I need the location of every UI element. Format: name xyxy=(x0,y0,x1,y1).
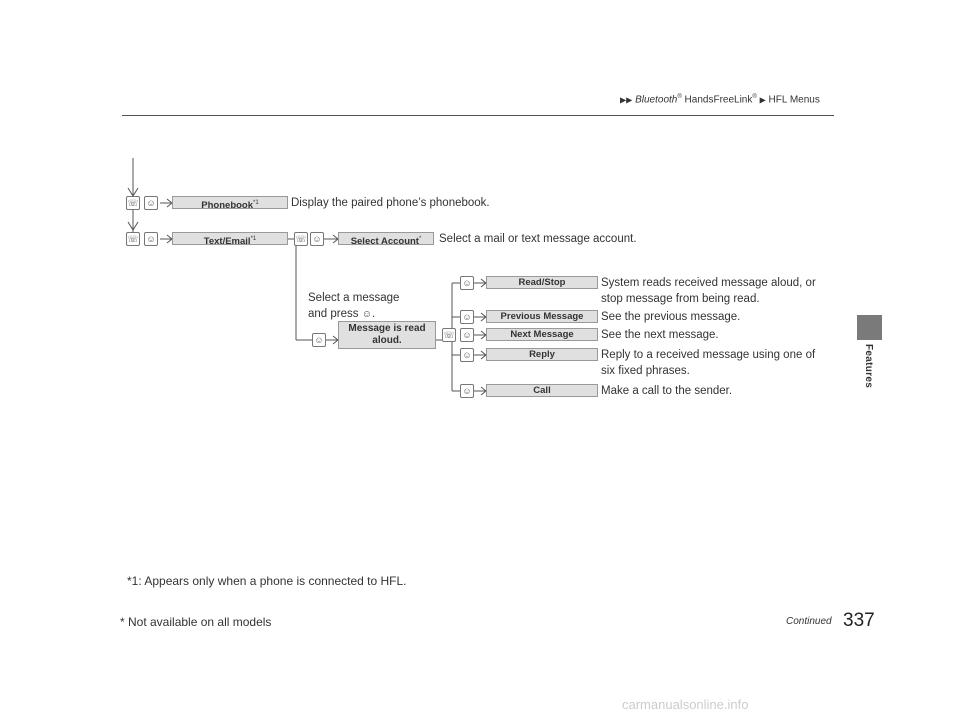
talk-button-icon: ☏ xyxy=(443,330,455,340)
read-stop-button[interactable]: Read/Stop xyxy=(486,276,598,289)
watermark: carmanualsonline.info xyxy=(622,697,749,712)
breadcrumb-bluetooth: Bluetooth xyxy=(635,94,678,106)
select-message-instruction: Select a message and press ☺. xyxy=(308,292,400,320)
voice-command-icon: ☺ xyxy=(460,384,474,398)
voice-command-icon: ☺ xyxy=(460,276,474,290)
talk-button-icon: ☏ xyxy=(295,234,307,244)
next-message-description: See the next message. xyxy=(601,329,719,341)
call-button[interactable]: Call xyxy=(486,384,598,397)
reply-button[interactable]: Reply xyxy=(486,348,598,361)
side-tab: Features xyxy=(863,344,874,389)
read-stop-description: System reads received message aloud, or stop message from being read. xyxy=(601,277,816,305)
talk-button-icon: ☏ xyxy=(127,234,139,244)
voice-command-icon: ☺ xyxy=(312,333,326,347)
voice-command-icon: ☺ xyxy=(460,328,474,342)
previous-message-description: See the previous message. xyxy=(601,311,741,323)
voice-command-icon: ☺ xyxy=(310,232,324,246)
text-email-button[interactable]: Text/Email$^{*1}$ xyxy=(172,232,288,245)
voice-command-icon: ☺ xyxy=(144,232,158,246)
breadcrumb-hfl: HandsFreeLink xyxy=(681,94,753,106)
breadcrumb-hfl-menus: HFL Menus xyxy=(768,94,820,106)
page-number: 337 xyxy=(843,610,875,631)
footnote-not-available: * Not available on all models xyxy=(120,615,272,629)
phonebook-description: Display the paired phone’s phonebook. xyxy=(291,197,490,209)
voice-command-icon: ☺ xyxy=(460,310,474,324)
breadcrumb-arrow-icon: ▶▶ xyxy=(620,95,633,105)
breadcrumb: ▶▶ Bluetooth® HandsFreeLink® ▶ HFL Menus xyxy=(620,94,820,106)
voice-command-icon: ☺ xyxy=(144,196,158,210)
reply-description: Reply to a received message using one of six fixed phrases. xyxy=(601,349,816,377)
select-account-button[interactable]: Select Account* xyxy=(338,232,434,245)
call-description: Make a call to the sender. xyxy=(601,385,733,397)
breadcrumb-arrow-icon: ▶ xyxy=(759,95,766,105)
continued-label: Continued xyxy=(786,616,832,627)
voice-command-icon: ☺ xyxy=(460,348,474,362)
talk-button-icon: ☏ xyxy=(127,198,139,208)
next-message-button[interactable]: Next Message xyxy=(486,328,598,341)
voice-command-icon: ☺ xyxy=(361,309,372,320)
message-read-aloud-box: Message is read aloud. xyxy=(338,321,436,349)
select-account-description: Select a mail or text message account. xyxy=(439,233,637,245)
previous-message-button[interactable]: Previous Message xyxy=(486,310,598,323)
footnote-connected: *1: Appears only when a phone is connected to HFL. xyxy=(127,574,407,588)
phonebook-button[interactable]: Phonebook$^{*1}$ xyxy=(172,196,288,209)
